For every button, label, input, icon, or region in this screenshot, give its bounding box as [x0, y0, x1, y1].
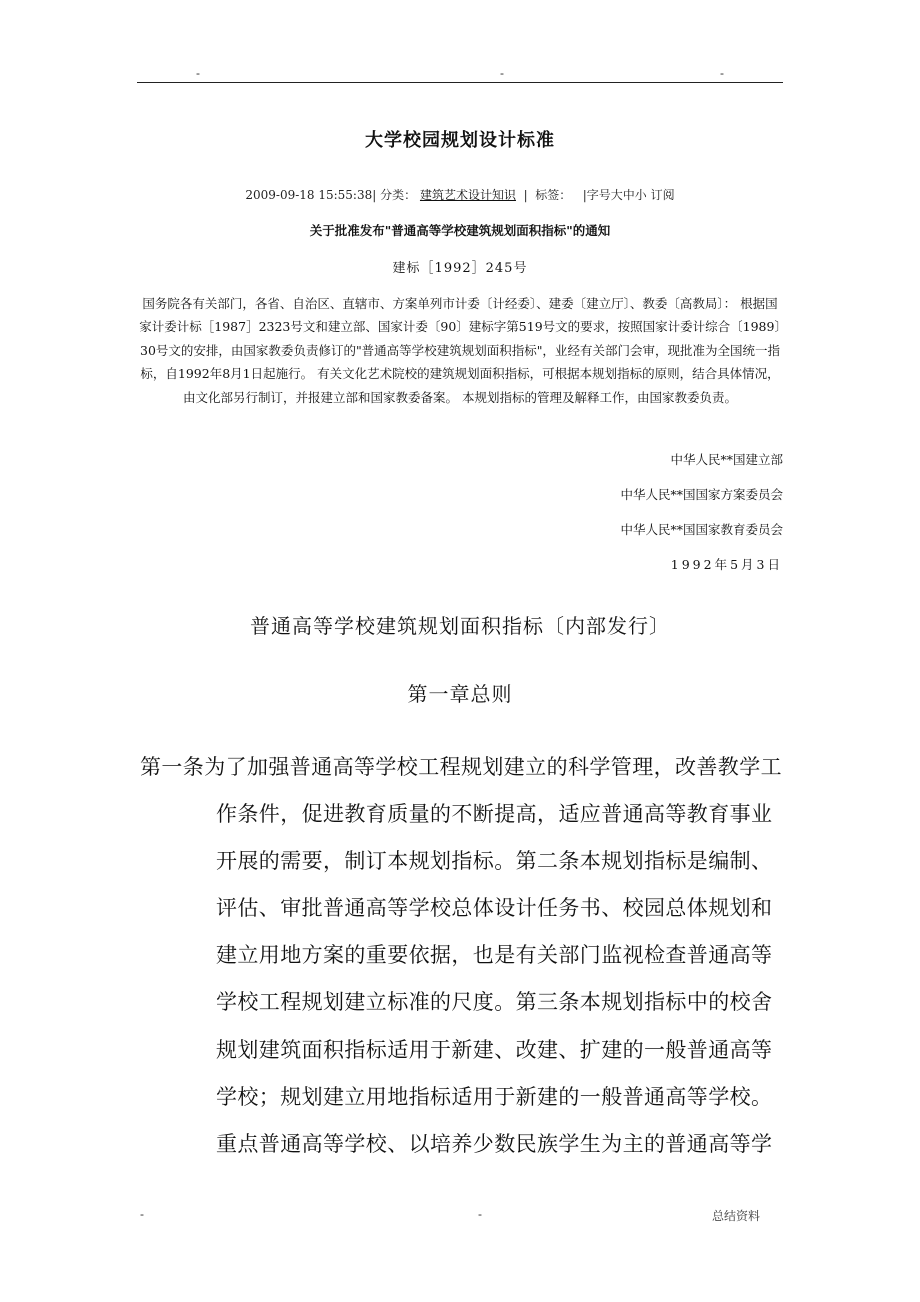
- category-link[interactable]: 建筑艺术设计知识: [419, 188, 516, 202]
- footer-mark-center: -: [478, 1207, 482, 1221]
- signature-planning-commission: 中华人民**国国家方案委员会: [620, 487, 783, 502]
- header-mark-center: -: [500, 66, 504, 80]
- notice-body: 国务院各有关部门，各省、自治区、直辖市、方案单列市计委〔计经委〕、建委〔建立厅〕、教委〔高教局〕： 根据国家计委计标［1987］2323号文和建立部、国家计委〔90〕建标字第519号文的要求，按照国家计委计综合〔1989〕30号文的安排，由国家教委负责修订的"普通高等学校建筑规划面积指标"，业经有关部门会审，现批准为全国统一指标，自1992年8月1日起施行。 有关文化艺术院校的建筑规划面积指标，可根据本规划指标的原则，结合具体情况，由文化部另行制订，并报建立部和国家教委备案。 本规划指标的管理及解释工作，由国家教委负责。: [139, 296, 781, 405]
- footer-label: 总结资料: [712, 1209, 761, 1223]
- subscribe-link[interactable]: 订阅: [650, 188, 675, 202]
- header-mark-right: -: [720, 66, 724, 80]
- notice-title: 关于批准发布"普通高等学校建筑规划面积指标"的通知: [309, 223, 611, 238]
- signature-date: 1992年5月3日: [670, 557, 783, 572]
- header-mark-left: -: [196, 66, 200, 80]
- category-label: 分类：: [380, 188, 417, 202]
- footer-mark-left: -: [140, 1207, 144, 1221]
- signature-ministry-construction: 中华人民**国建立部: [670, 452, 783, 467]
- post-datetime: 2009-09-18 15:55:38: [245, 188, 373, 202]
- font-size-label[interactable]: |字号大中小: [582, 188, 647, 202]
- document-number: 建标［1992］245号: [392, 261, 528, 276]
- meta-line: 2009-09-18 15:55:38| 分类： 建筑艺术设计知识 | 标签： |字号大中小 订阅: [245, 188, 675, 202]
- header-rule: [137, 82, 783, 83]
- article-text: 第一条为了加强普通高等学校工程规划建立的科学管理，改善教学工作条件，促进教育质量的不断提高，适应普通高等教育事业开展的需要，制订本规划指标。第二条本规划指标是编制、评估、审批普通高等学校总体设计任务书、校园总体规划和建立用地方案的重要依据，也是有关部门监视检查普通高等学校工程规划建立标准的尺度。第三条本规划指标中的校舍规划建筑面积指标适用于新建、改建、扩建的一般普通高等学校；规划建立用地指标适用于新建的一般普通高等学校。重点普通高等学校、以培养少数民族学生为主的普通高等学: [140, 755, 782, 1156]
- section-title: 普通高等学校建筑规划面积指标〔内部发行〕: [250, 614, 670, 638]
- meta-separator: |: [523, 188, 528, 202]
- chapter-title: 第一章总则: [407, 682, 513, 706]
- page-title: 大学校园规划设计标准: [365, 130, 555, 151]
- tags-label: 标签：: [535, 188, 572, 202]
- signature-education-commission: 中华人民**国国家教育委员会: [620, 522, 783, 537]
